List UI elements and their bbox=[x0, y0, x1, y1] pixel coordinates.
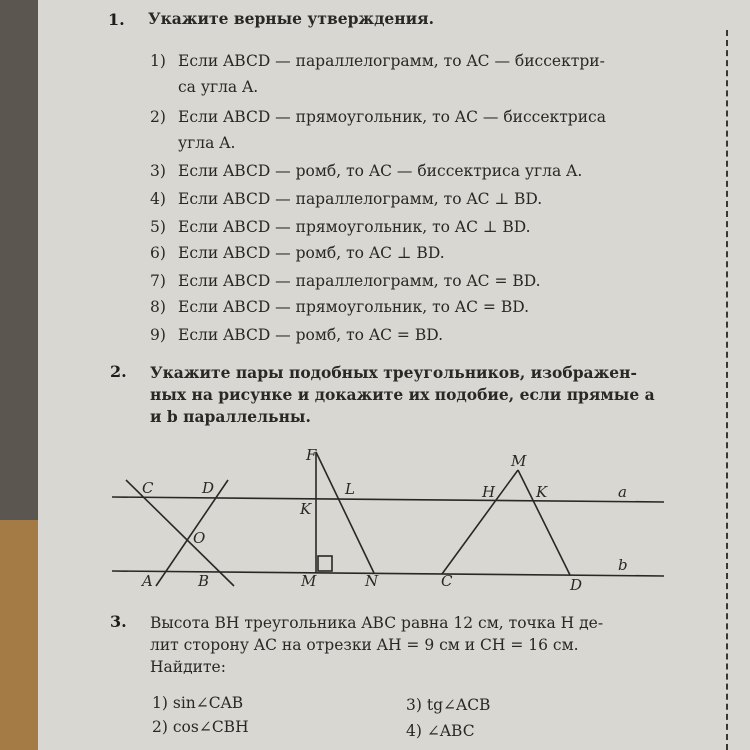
task1-heading: Укажите верные утверждения. bbox=[148, 9, 434, 28]
label-b-point: B bbox=[198, 572, 210, 590]
label-k2: K bbox=[536, 483, 548, 501]
segment-mc bbox=[442, 470, 518, 574]
right-angle-mark bbox=[318, 556, 332, 571]
label-l: L bbox=[345, 480, 355, 498]
label-f: F bbox=[306, 446, 317, 464]
segment-fn bbox=[316, 452, 374, 573]
label-a-point: A bbox=[142, 572, 153, 590]
task1-item-2-cont: угла A. bbox=[178, 134, 236, 152]
label-line-b: b bbox=[618, 556, 628, 574]
task3-subitem-2: 2) cos∠CBH bbox=[152, 718, 249, 736]
task1-item-6: 6) Если ABCD — ромб, то AC ⊥ BD. bbox=[150, 244, 445, 262]
task3-number: 3. bbox=[110, 612, 127, 631]
label-line-a: a bbox=[618, 483, 627, 501]
line-a bbox=[112, 497, 664, 502]
label-k: K bbox=[300, 500, 312, 518]
task3-subitem-3: 3) tg∠ACB bbox=[406, 696, 491, 714]
task2-figure bbox=[38, 440, 750, 600]
task2-number: 2. bbox=[110, 362, 127, 381]
task1-item-9: 9) Если ABCD — ромб, то AC = BD. bbox=[150, 326, 444, 344]
label-d: D bbox=[202, 479, 215, 497]
task1-item-1: 1) Если ABCD — параллелограмм, то AC — биссектри- bbox=[150, 52, 605, 70]
task1-item-2: 2) Если ABCD — прямоугольник, то AC — биссектриса bbox=[150, 108, 606, 126]
task1-item-1-cont: са угла A. bbox=[178, 78, 259, 96]
label-n: N bbox=[365, 572, 379, 590]
task1-item-7: 7) Если ABCD — параллелограмм, то AC = BD. bbox=[150, 272, 541, 290]
label-m-top: M bbox=[511, 452, 527, 470]
textbook-page bbox=[38, 0, 750, 750]
label-o: O bbox=[193, 529, 206, 547]
task1-item-5: 5) Если ABCD — прямоугольник, то AC ⊥ BD. bbox=[150, 218, 531, 236]
dashed-cut-line bbox=[726, 30, 728, 750]
label-c: C bbox=[142, 479, 154, 497]
task1-item-8: 8) Если ABCD — прямоугольник, то AC = BD. bbox=[150, 298, 530, 316]
label-m-bottom: M bbox=[301, 572, 317, 590]
task3-subitem-1: 1) sin∠CAB bbox=[152, 694, 244, 712]
task1-item-4: 4) Если ABCD — параллелограмм, то AC ⊥ BD. bbox=[150, 190, 543, 208]
label-h: H bbox=[482, 483, 496, 501]
background-wood bbox=[0, 520, 40, 750]
task2-text: Укажите пары подобных треугольников, изображен- ных на рисунке и докажите их подобие, если прямые a и b параллельны. bbox=[150, 363, 655, 426]
task3-subitem-4: 4) ∠ABC bbox=[406, 722, 475, 740]
task1-number: 1. bbox=[108, 10, 125, 29]
task1-item-3: 3) Если ABCD — ромб, то AC — биссектриса угла A. bbox=[150, 162, 583, 180]
label-d2: D bbox=[570, 576, 583, 594]
label-c2: C bbox=[441, 572, 453, 590]
task3-text: Высота BH треугольника ABC равна 12 см, точка H де- лит сторону AC на отрезки AH = 9 см и CH = 16 см. Найдите: bbox=[150, 614, 604, 676]
